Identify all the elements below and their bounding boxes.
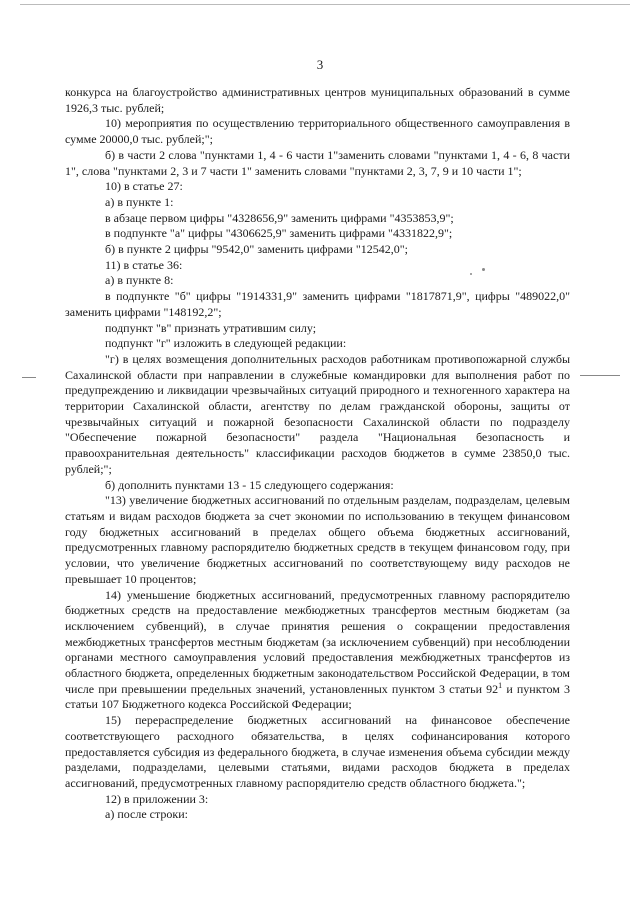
paragraph-text: и пунктом 3 статьи 107 Бюджетного кодекса Российской Федерации; bbox=[65, 681, 570, 712]
paragraph: в абзаце первом цифры "4328656,9" заменить цифрами "4353853,9"; bbox=[105, 210, 454, 225]
paragraph: б) в части 2 слова "пунктами 1, 4 - 6 части 1"заменить словами "пунктами 1, 4 - 6, 8 части 1", слова "пунктами 2, 3 и 7 части 1" заменить словами "пунктами 2, 3, 7, 9 и 10 части 1"; bbox=[65, 147, 570, 178]
paragraph: 12) в приложении 3: bbox=[105, 791, 209, 806]
page-number: 3 bbox=[316, 57, 324, 72]
paragraph: 15) перераспределение бюджетных ассигнований на финансовое обеспечение соответствующего расходного обязательства, в целях софинансирования которого предоставляется субсидия из федерального бюджета, в случае изменения объема субсидии между разделами, подразделами, целевыми статьями, видами расходов бюджета в пределах ассигнований, предусмотренных главному распорядителю средств областного бюджета."; bbox=[65, 713, 570, 790]
paragraph: подпункт "г" изложить в следующей редакции: bbox=[105, 336, 347, 351]
paragraph: а) в пункте 1: bbox=[105, 194, 174, 209]
paragraph: б) дополнить пунктами 13 - 15 следующего содержания: bbox=[105, 477, 394, 492]
paragraph: 11) в статье 36: bbox=[105, 257, 183, 272]
scan-speck bbox=[580, 375, 620, 376]
paragraph: а) после строки: bbox=[105, 807, 188, 822]
document-body bbox=[65, 85, 570, 823]
scan-edge-line bbox=[20, 4, 630, 5]
paragraph: 10) в статье 27: bbox=[105, 179, 183, 194]
paragraph: в подпункте "а" цифры "4306625,9" заменить цифрами "4331822,9"; bbox=[105, 226, 453, 241]
paragraph: а) в пункте 8: bbox=[105, 273, 174, 288]
paragraph: 10) мероприятия по осуществлению территориального общественного самоуправления в сумме 20000,0 тыс. рублей;"; bbox=[65, 116, 570, 147]
scan-speck bbox=[22, 377, 36, 378]
paragraph: подпункт "в" признать утратившим силу; bbox=[105, 320, 317, 335]
paragraph: "г) в целях возмещения дополнительных расходов работникам противопожарной службы Сахалинской области при направлении в служебные командировки для выполнения работ по предупреждению и ликвидации чрезвычайных ситуаций природного и техногенного характера на территории Сахалинской области, агентству по делам гражданской обороны, защиты от чрезвычайных ситуаций и пожарной безопасности Сахалинской области по подразделу "Обеспечение пожарной безопасности" раздела "Национальная безопасность и правоохранительная деятельность" классификации расходов бюджетов в сумме 23850,0 тыс. рублей;"; bbox=[65, 351, 570, 476]
paragraph: "13) увеличение бюджетных ассигнований по отдельным разделам, подразделам, целевым статьям и видам расходов бюджета за счет экономии по использованию в текущем финансовом году бюджетных ассигнований в пределах общего объема бюджетных ассигнований, предусмотренных главному распорядителю бюджетных средств в текущем финансовом году, при условии, что увеличение бюджетных ассигнований по соответствующему виду расходов не превышает 10 процентов; bbox=[65, 493, 570, 586]
superscript: 1 bbox=[498, 680, 503, 690]
paragraph: в подпункте "б" цифры "1914331,9" заменить цифрами "1817871,9", цифры "489022,0" заменить цифрами "148192,2"; bbox=[65, 289, 570, 319]
paragraph: конкурса на благоустройство административных центров муниципальных образований в сумме 1926,3 тыс. рублей; bbox=[65, 85, 570, 115]
paragraph-text: 14) уменьшение бюджетных ассигнований, предусмотренных главному распорядителю бюджетных средств на предоставление межбюджетных трансфертов местным бюджетам (за исключением субвенций), в случае принятия решения о сокращении предоставления межбюджетных трансфертов местным бюджетам (за исключением субвенций) при несоблюдении органами местного самоуправления условий предоставления межбюджетных трансфертов из областного бюджета, определенных бюджетным законодательством Российской Федерации, в том числе при превышении предельных значений, установленных пунктом 3 статьи 92 bbox=[65, 587, 570, 696]
paragraph bbox=[65, 588, 570, 714]
paragraph: б) в пункте 2 цифры "9542,0" заменить цифрами "12542,0"; bbox=[105, 242, 408, 257]
